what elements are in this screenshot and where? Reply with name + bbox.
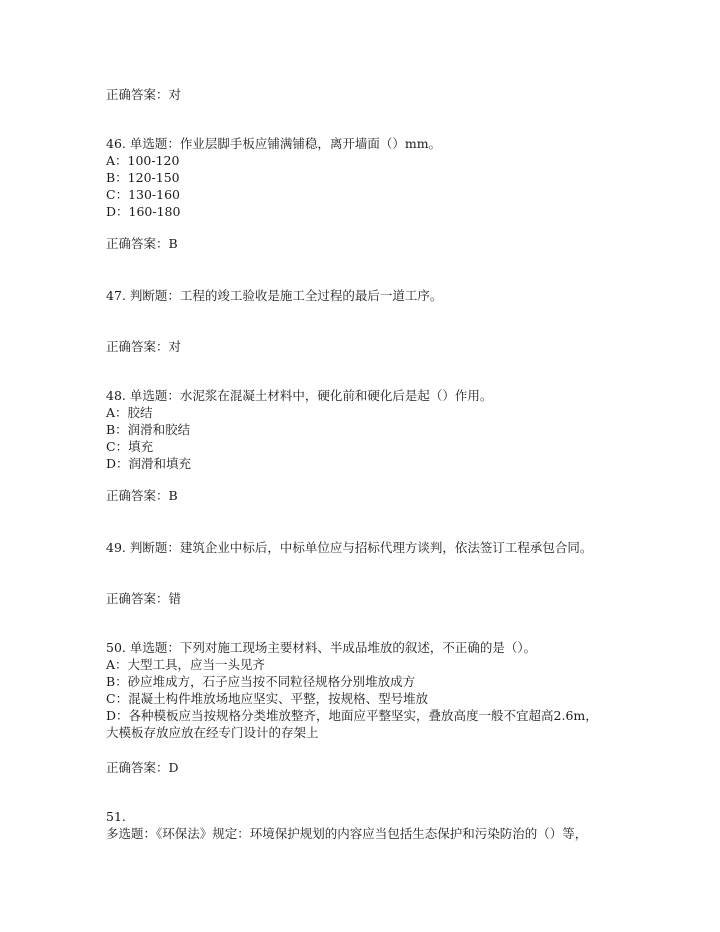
option-46-c: C：130-160 [106, 187, 181, 202]
option-50-b: B：砂应堆成方，石子应当按不同粒径规格分别堆放成方 [106, 674, 416, 689]
question-46: 46. 单选题：作业层脚手板应铺满铺稳，离开墙面（）mm。 [106, 136, 442, 151]
answer-47: 正确答案：对 [106, 339, 182, 354]
answer-50: 正确答案：D [106, 760, 179, 775]
option-50-c: C：混凝土构件堆放场地应坚实、平整，按规格、型号堆放 [106, 691, 429, 706]
answer-46: 正确答案：B [106, 236, 178, 251]
option-48-c: C：填充 [106, 439, 154, 454]
question-47: 47. 判断题：工程的竣工验收是施工全过程的最后一道工序。 [106, 288, 443, 303]
answer-48: 正确答案：B [106, 488, 178, 503]
option-46-d: D：160-180 [106, 204, 181, 219]
answer-45: 正确答案：对 [106, 87, 182, 102]
question-48: 48. 单选题：水泥浆在混凝土材料中，硬化前和硬化后是起（）作用。 [106, 388, 493, 403]
option-50-d-cont: 大模板存放应放在经专门设计的存架上 [106, 725, 319, 740]
option-48-b: B：润滑和胶结 [106, 422, 191, 437]
question-49: 49. 判断题：建筑企业中标后，中标单位应与招标代理方谈判，依法签订工程承包合同。 [106, 540, 593, 555]
option-50-d: D：各种模板应当按规格分类堆放整齐，地面应平整坚实，叠放高度一般不宜超高2.6m， [106, 708, 598, 723]
question-51-number: 51. [106, 809, 126, 824]
option-46-b: B：120-150 [106, 170, 180, 185]
question-50: 50. 单选题：下列对施工现场主要材料、半成品堆放的叙述，不正确的是（）。 [106, 640, 537, 655]
option-50-a: A：大型工具，应当一头见齐 [106, 657, 266, 672]
question-51: 多选题：《环保法》规定：环境保护规划的内容应当包括生态保护和污染防治的（）等， [106, 826, 588, 841]
option-48-d: D：润滑和填充 [106, 456, 192, 471]
answer-49: 正确答案：错 [106, 591, 182, 606]
option-48-a: A：胶结 [106, 405, 153, 420]
option-46-a: A：100-120 [106, 153, 180, 168]
